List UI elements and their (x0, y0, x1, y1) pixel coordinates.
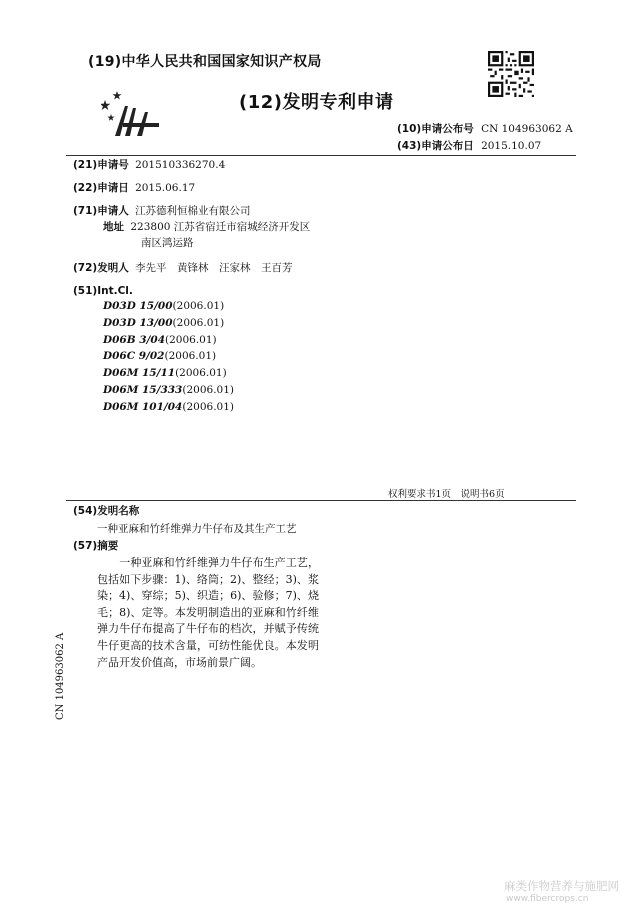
abstract-text: 一种亚麻和竹纤维弹力牛仔布生产工艺，包括如下步骤：1)、络筒；2)、整经；3)、浆染；4)、穿综；5)、织造；6)、验修；7)、烧毛；8)、定等。本发明制造出的亚麻和竹纤维弹力牛仔布提高了牛仔布的档次，并赋予传统牛仔更高的技术含量，可纺性能优良。本发明产品开发价值高，市场前景广阔。 (97, 556, 319, 669)
ipc-entry: D06M 15/11(2006.01) (103, 367, 227, 380)
application-number-row (73, 157, 225, 173)
ipc-entry: D06M 15/333(2006.01) (103, 383, 234, 396)
ipc-entry: D06C 9/02(2006.01) (103, 350, 217, 363)
inventor-label: (72)发明人 (73, 262, 129, 274)
publication-number-row (397, 121, 573, 136)
document-type: (12)发明专利申请 (239, 92, 394, 113)
applicant-label: (71)申请人 (73, 205, 129, 217)
header-divider (66, 155, 576, 156)
application-date: 2015.06.17 (135, 182, 196, 194)
ipc-list (103, 300, 234, 418)
publication-number-label: (10)申请公布号 (397, 123, 474, 135)
ipc-entry: D03D 15/00(2006.01) (103, 300, 225, 312)
ipc-entry: D06M 101/04(2006.01) (103, 400, 234, 413)
applicant-row (73, 203, 251, 219)
cnipa-logo (101, 90, 161, 138)
address-line-1: 223800 江苏省宿迁市宿城经济开发区 (130, 221, 311, 233)
publication-number: CN 104963062 A (481, 123, 573, 135)
inventor-names: 李先平 黄锋林 汪家林 王百芳 (135, 262, 293, 274)
title-label: (54)发明名称 (73, 505, 140, 517)
watermark-url: www.fibercrops.cn (506, 894, 589, 904)
invention-title: 一种亚麻和竹纤维弹力牛仔布及其生产工艺 (97, 523, 297, 535)
publication-date-row (397, 138, 541, 153)
address-label: 地址 (103, 221, 124, 233)
publication-date-label: (43)申请公布日 (397, 140, 474, 152)
abstract-label: (57)摘要 (73, 540, 119, 552)
issuing-office: (19)中华人民共和国国家知识产权局 (88, 54, 322, 70)
bib-divider (66, 500, 576, 501)
publication-date: 2015.10.07 (481, 140, 542, 152)
application-number-label: (21)申请号 (73, 159, 129, 171)
ipc-label: (51)Int.Cl. (73, 285, 133, 297)
application-number: 201510336270.4 (135, 159, 226, 171)
address-row (103, 219, 310, 235)
side-publication-number: CN 104963062 A (55, 632, 66, 720)
page-count: 权利要求书1页 说明书6页 (388, 489, 505, 500)
application-date-label: (22)申请日 (73, 182, 129, 194)
application-date-row (73, 180, 195, 196)
watermark-site-name: 麻类作物营养与施肥网 (504, 879, 619, 893)
address-line-2: 南区鸿运路 (141, 237, 194, 249)
ipc-entry: D03D 13/00(2006.01) (103, 316, 225, 329)
inventor-row (73, 260, 293, 276)
qr-code (488, 51, 534, 97)
ipc-entry: D06B 3/04(2006.01) (103, 333, 217, 346)
applicant-name: 江苏德利恒棉业有限公司 (135, 205, 251, 217)
